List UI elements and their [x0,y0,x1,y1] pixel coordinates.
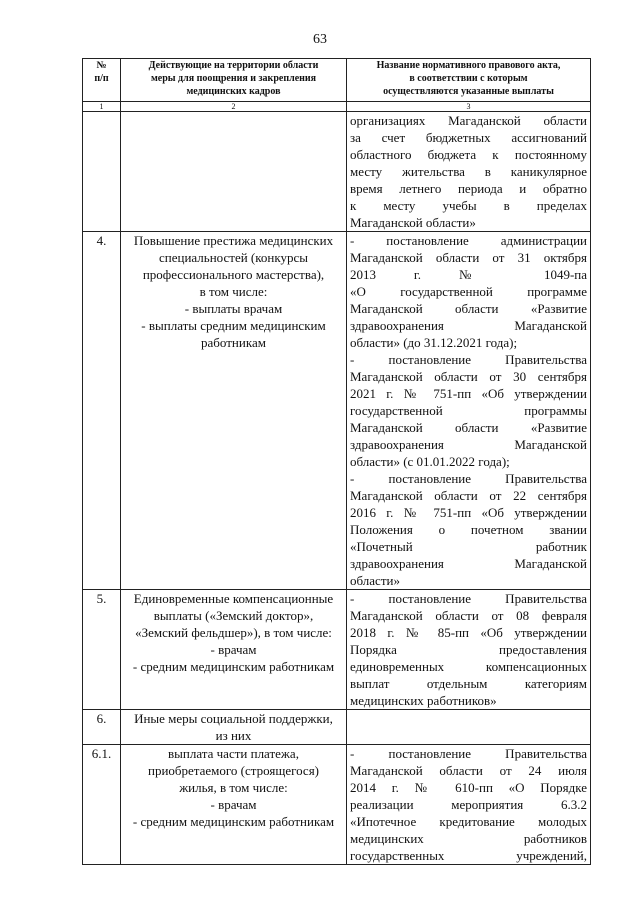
header-number [83,59,121,102]
legal-act-line: государственных учреждений, [350,848,587,863]
header-line: Действующие на территории области [148,60,319,71]
row-number: 5. [83,590,121,710]
measure-line: работникам [201,335,266,350]
measure-line: профессионального мастерства), [142,267,325,282]
row-number [83,112,121,232]
measure-cell [121,112,347,232]
legal-act-line: здравоохранения Магаданской [350,437,587,452]
legal-act-cell [347,745,591,865]
legal-act-line: единовременных компенсационных [350,659,587,674]
header-line: п/п [94,73,109,84]
legal-act-line: реализации мероприятия 6.3.2 [350,797,587,812]
legal-act-line: «Почетный работник [350,539,587,554]
measure-cell [121,745,347,865]
legal-act-line: Положения о почетном звании [350,522,587,537]
legal-act-line: Магаданской области от 22 сентября [350,488,587,503]
legal-act-line: Магаданской области от 31 октября [350,250,587,265]
measure-line: Единовременные компенсационные [133,591,334,606]
header-line: в соответствии с которым [409,73,528,84]
page-number: 63 [313,32,327,47]
legal-act-line: за счет бюджетных ассигнований [350,130,587,145]
legal-act-line: выплат отдельным категориям [350,676,587,691]
legal-act-line: время летнего периода и обратно [350,181,587,196]
header-line: осуществляются указанные выплаты [383,86,554,97]
measure-line: - врачам [210,642,257,657]
legal-act-line: Магаданской области» [350,215,476,230]
measure-cell [121,710,347,745]
header-line: меры для поощрения и закрепления [150,73,317,84]
header-line: № [96,60,107,71]
legal-act-line: области» (с 01.01.2022 года); [350,454,510,469]
legal-act-cell [347,232,591,590]
measure-cell [121,590,347,710]
legal-act-line: к месту учебы в пределах [350,198,587,213]
measure-line: - выплаты средним медицинским [141,318,326,333]
row-number: 6.1. [83,745,121,865]
legal-act-line: области» (до 31.12.2021 года); [350,335,518,350]
legal-act-line: месту жительства в каникулярное [350,164,587,179]
measure-line: - средним медицинским работникам [132,814,335,829]
legal-act-line: - постановление Правительства [350,471,587,486]
table-row [83,232,591,590]
table-body [83,112,591,865]
header-measures [121,59,347,102]
legal-act-line: Магаданской области от 08 февраля [350,608,587,623]
legal-act-line: Магаданской области «Развитие [350,420,587,435]
legal-act-line: Порядка предоставления [350,642,587,657]
measure-line: - выплаты врачам [184,301,283,316]
header-line: медицинских кадров [186,86,281,97]
legal-act-line: Магаданской области от 30 сентября [350,369,587,384]
table-header-row [83,59,591,102]
column-number-2: 2 [121,102,347,112]
legal-act-line: области» [350,573,400,588]
header-legal-act [347,59,591,102]
measure-line: приобретаемого (строящегося) [147,763,320,778]
measure-line: жилья, в том числе: [179,780,288,795]
legal-act-line: 2018 г. № 85-пп «Об утверждении [350,625,587,640]
column-number-1: 1 [83,102,121,112]
legal-act-line: медицинских работников [350,831,587,846]
measure-line: из них [215,728,252,743]
measure-line: выплаты («Земский доктор», [153,608,314,623]
row-number: 4. [83,232,121,590]
legal-act-line: областного бюджета к постоянному [350,147,587,162]
table-row [83,710,591,745]
column-number-3: 3 [347,102,591,112]
table-row [83,112,591,232]
table-row [83,745,591,865]
column-numbers-row [83,102,591,112]
legal-act-line: здравоохранения Магаданской [350,556,587,571]
measure-line: выплата части платежа, [168,746,299,761]
legal-act-line: 2013 г. № 1049-па [350,267,587,282]
table-row [83,590,591,710]
legal-act-line: здравоохранения Магаданской [350,318,587,333]
legal-act-line: государственной программы [350,403,587,418]
measure-line: - врачам [210,797,257,812]
measure-line: в том числе: [199,284,268,299]
legal-act-cell [347,112,591,232]
legal-act-line: «Ипотечное кредитование молодых [350,814,587,829]
legal-act-cell [347,590,591,710]
legal-act-line: 2021 г. № 751-пп «Об утверждении [350,386,587,401]
legal-act-line: - постановление администрации [350,233,587,248]
legal-act-line: Магаданской области от 24 июля [350,763,587,778]
legal-act-line: 2016 г. № 751-пп «Об утверждении [350,505,587,520]
legal-act-line: - постановление Правительства [350,352,587,367]
measure-line: специальностей (конкурсы [159,250,308,265]
legal-act-line: медицинских работников» [350,693,497,708]
legal-act-cell [347,710,591,745]
legal-act-line: «О государственной программе [350,284,587,299]
header-line: Название нормативного правового акта, [376,60,561,71]
measure-cell [121,232,347,590]
legal-act-line: организациях Магаданской области [350,113,587,128]
row-number: 6. [83,710,121,745]
measure-line: «Земский фельдшер»), в том числе: [135,625,332,640]
legal-act-line: 2014 г. № 610-пп «О Порядке [350,780,587,795]
legal-act-line: Магаданской области «Развитие [350,301,587,316]
measure-line: Иные меры социальной поддержки, [134,711,333,726]
measure-line: Повышение престижа медицинских [133,233,334,248]
measures-table [82,58,591,865]
legal-act-line: - постановление Правительства [350,746,587,761]
measure-line: - средним медицинским работникам [132,659,335,674]
legal-act-line: - постановление Правительства [350,591,587,606]
